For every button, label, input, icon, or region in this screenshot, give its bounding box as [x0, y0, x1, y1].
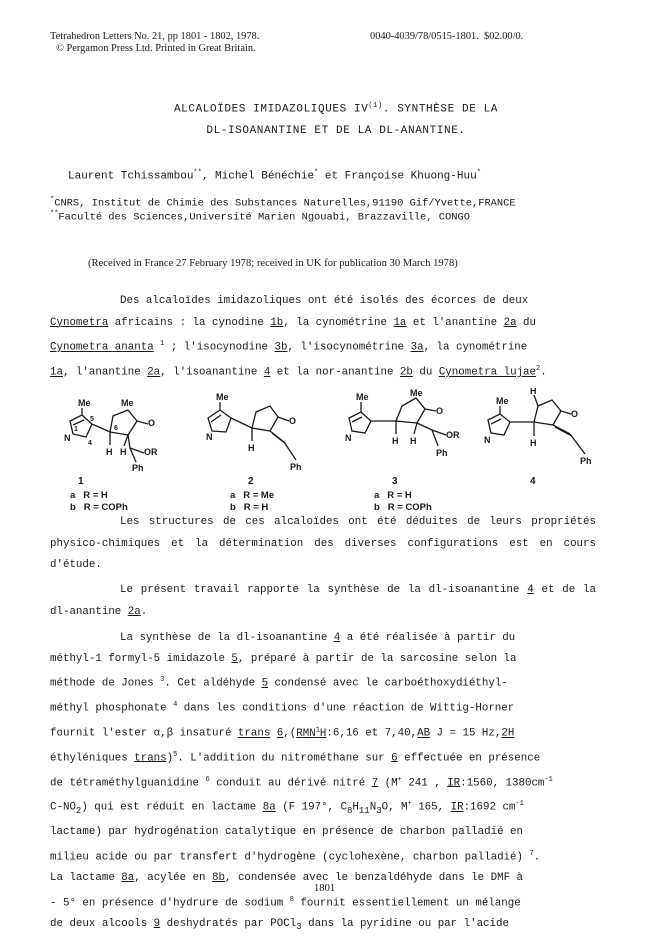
text: La synthèse de la dl-isoanantine	[120, 632, 334, 644]
text: de tétraméthylguanidine	[50, 777, 206, 790]
oxygen-label: O	[571, 409, 579, 419]
text: a été réalisée à partir du	[340, 632, 516, 644]
compound-number: 2a	[147, 366, 161, 379]
synth-line-3	[50, 670, 596, 695]
nitrogen-label: N	[484, 435, 491, 445]
phenyl-label: Ph	[436, 448, 448, 458]
stereo-descriptor: trans	[134, 752, 167, 765]
text: du	[516, 316, 537, 329]
text: éthyléniques	[50, 752, 135, 765]
text: et de la dl-anantine	[50, 584, 596, 618]
text: et la nor-anantine	[270, 366, 400, 379]
article-code	[370, 30, 523, 43]
intro-line-4	[50, 359, 596, 384]
text: deshydratés par POCl	[160, 918, 297, 931]
affiliation-text: CNRS, Institut de Chimie des Substances Naturelles,91190 Gif/Yvette,FRANCE	[54, 197, 516, 210]
compound-number: 3b	[274, 341, 288, 354]
legend-key: b	[230, 502, 236, 513]
subscript: 3	[296, 922, 302, 933]
phenyl-label: Ph	[290, 462, 302, 472]
phenyl-label: Ph	[580, 456, 592, 466]
unit-exponent: -1	[515, 800, 524, 809]
legend-row	[230, 490, 274, 502]
compound-label-2: 2	[248, 476, 254, 487]
text: J = 15 Hz,	[430, 727, 502, 740]
title-part: ALCALOÏDES IMIDAZOLIQUES IV	[173, 103, 369, 116]
text: fournit essentiellement un mélange	[293, 897, 521, 910]
reference-mark: 8	[289, 895, 294, 904]
legend-text: R = H	[83, 490, 108, 501]
synth-line-4	[50, 695, 596, 720]
nmr-label	[296, 728, 326, 740]
compound-number: 8a	[262, 801, 276, 814]
reference-mark: 1	[160, 340, 165, 348]
compound-number: 8b	[212, 872, 225, 885]
ring-number: 5	[90, 416, 94, 423]
species-name: Cynometra lujae	[438, 366, 537, 379]
intro-line-3	[50, 334, 596, 359]
copyright-line: © Pergamon Press Ltd. Printed in Great Britain.	[56, 43, 256, 54]
intro-line-1: Des alcaloïdes imidazoliques ont été isolés des écorces de deux	[120, 295, 529, 307]
synth-line-7	[50, 770, 596, 795]
text: .	[533, 851, 541, 864]
text: , l'isocynométrine	[287, 341, 411, 354]
author-1: Laurent Tchissambou	[68, 170, 194, 183]
hydrogen-label: H	[248, 443, 255, 453]
title-line-2: DL-ISOANANTINE ET DE LA DL-ANANTINE.	[206, 124, 466, 137]
text: ; l'isocynodine	[164, 341, 275, 354]
compound-label-4: 4	[530, 476, 536, 487]
text: )	[166, 752, 174, 765]
title-part: . SYNTHÈSE DE LA	[382, 103, 499, 116]
legend-compound-2	[230, 490, 274, 514]
charge-mark: +	[407, 800, 412, 809]
reference-mark: 7	[529, 849, 534, 858]
text: , la cynométrine	[423, 341, 528, 354]
text: méthyl phosphonate	[50, 702, 174, 715]
reference-mark: 2	[536, 365, 541, 374]
synth-line-2	[50, 649, 596, 670]
hydrogen-label: H	[106, 447, 113, 457]
compound-number: 5	[261, 678, 269, 690]
text: ,(	[283, 727, 297, 740]
synth-line-13	[50, 914, 596, 938]
nitrogen-label: N	[64, 433, 71, 443]
subscript: 2	[75, 806, 82, 817]
methyl-label: Me	[496, 396, 509, 406]
text: :1560, 1380cm	[460, 777, 545, 790]
compound-label-3: 3	[392, 476, 398, 487]
text: , condensée avec le benzaldéhyde dans le DMF à	[224, 872, 524, 885]
species-name: Cynometra	[50, 316, 109, 329]
page-number: 1801	[314, 883, 336, 894]
text: méthode de Jones	[50, 678, 161, 690]
compound-number: 1a	[50, 366, 63, 379]
price: $02.00/0.	[484, 31, 524, 42]
text: du	[412, 366, 439, 379]
text: dans les conditions d'une réaction de Wittig-Horner	[177, 702, 515, 715]
author-3: et Françoise Khuong-Huu	[318, 170, 477, 183]
hydrogen-label: H	[120, 447, 127, 457]
affiliation-mark: **	[50, 210, 59, 218]
text: conduit au dérivé nitré	[209, 777, 372, 790]
legend-key: a	[374, 490, 380, 501]
legend-text: R = H	[243, 502, 269, 513]
objective-paragraph	[50, 580, 596, 623]
synth-line-10	[50, 844, 596, 869]
synth-line-6	[50, 745, 596, 770]
text: .	[140, 605, 148, 618]
reference-mark: 3	[160, 676, 165, 685]
text: . Cet aldéhyde	[164, 678, 262, 690]
nitrogen-label: N	[345, 433, 352, 443]
hydrogen-label: H	[530, 438, 537, 448]
compound-number: 4	[263, 366, 271, 379]
or-label: OR	[446, 430, 460, 440]
text: Le présent travail rapporte la synthèse de la dl-isoanantine	[120, 584, 520, 596]
isotope-mark: 1	[315, 726, 320, 734]
hydrogen-label: H	[392, 436, 399, 446]
text: , la cynométrine	[283, 316, 394, 329]
subscript: 8	[347, 806, 353, 817]
author-mark: *	[476, 169, 481, 177]
text: milieu acide ou par transfert d'hydrogène (cyclohexène, charbon palladié)	[50, 851, 530, 864]
text: H	[352, 801, 359, 814]
or-label: OR	[144, 447, 158, 457]
text: , l'anantine	[62, 366, 148, 379]
text: , préparé à partir de la sarcosine selon la	[237, 653, 517, 666]
unit-exponent: -1	[544, 775, 553, 784]
title-ref: (1)	[368, 102, 383, 110]
legend-text: R = COPh	[387, 502, 432, 513]
legend-text: R = H	[387, 490, 412, 501]
affiliation-text: Faculté des Sciences,Université Marien Ngouabi, Brazzaville, CONGO	[58, 211, 470, 224]
compound-number: 6	[391, 752, 398, 765]
text: O, M	[381, 801, 408, 814]
compound-number: 4	[333, 632, 341, 644]
text: :1692 cm	[463, 801, 516, 814]
text: effectuée en présence	[397, 752, 541, 765]
legend-text: R = COPh	[83, 502, 128, 513]
legend-key: b	[374, 502, 380, 513]
subscript: 3	[376, 806, 382, 817]
text: La lactame	[50, 872, 122, 885]
text: . L'addition du nitrométhane sur	[177, 752, 392, 765]
author-mark: **	[193, 169, 202, 177]
legend-key: a	[230, 490, 236, 501]
nucleus: H	[319, 727, 327, 740]
paper-title	[0, 96, 672, 142]
received-dates: (Received in France 27 February 1978; received in UK for publication 30 March 1978)	[88, 258, 458, 269]
synth-line-9: lactame) par hydrogénation catalytique en présence de charbon palladié en	[50, 826, 523, 839]
text: dans la pyridine ou par l'acide	[301, 918, 509, 931]
text: fournit l'ester α,β insaturé	[50, 727, 238, 740]
text: de deux alcools	[50, 918, 154, 931]
compound-label-1: 1	[78, 476, 84, 487]
text: condensé avec le carboéthoxydiéthyl-	[268, 678, 508, 690]
author-2: , Michel Bénéchie	[201, 170, 315, 183]
affiliation-mark: *	[50, 196, 55, 204]
compound-number: 8a	[121, 872, 135, 885]
subscript: 11	[358, 806, 370, 817]
phenyl-label: Ph	[132, 463, 144, 473]
compound-number: 4	[527, 584, 534, 596]
text: (F 197°, C	[275, 801, 347, 814]
chemical-structures-figure	[40, 388, 630, 474]
affiliation-2	[50, 208, 470, 224]
reference-mark: 4	[173, 701, 178, 710]
issn-code: 0040-4039/78/0515-1801.	[370, 31, 479, 42]
atom-labels	[64, 388, 592, 473]
methyl-label: Me	[356, 392, 369, 402]
text: ) qui est réduit en lactame	[81, 801, 263, 814]
compound-number: 2a	[503, 316, 517, 329]
text: .	[540, 366, 547, 379]
compound-number: 1a	[393, 316, 407, 329]
structures-paragraph: Les structures de ces alcaloïdes ont été déduites de leurs propriétés physico-chimiques et la détermination des diverses configurations est en cours d'étude.	[50, 516, 596, 571]
compound-number: 3a	[410, 341, 424, 354]
legend-row	[70, 490, 128, 502]
compound-number: 1b	[270, 316, 284, 329]
ir-label: IR	[447, 777, 461, 790]
methyl-label: Me	[410, 388, 423, 398]
legend-compound-3	[374, 490, 432, 514]
oxygen-label: O	[289, 416, 297, 426]
ring-number: 1	[74, 426, 78, 433]
nmr-abbrev: RMN	[296, 727, 316, 740]
text: 165,	[411, 801, 451, 814]
text: , acylée en	[134, 872, 213, 885]
compound-number: 9	[153, 918, 161, 931]
synth-line-8	[50, 794, 596, 822]
charge-mark: +	[397, 775, 402, 784]
proton-count: 2H	[501, 727, 515, 740]
text: et l'anantine	[406, 316, 504, 329]
intro-paragraph	[50, 291, 596, 384]
text: N	[369, 801, 377, 814]
compound-number: 7	[371, 777, 379, 790]
text: méthyl-1 formyl-5 imidazole	[50, 653, 232, 666]
species-name: Cynometra ananta	[50, 341, 154, 354]
journal-citation: Tetrahedron Letters No. 21, pp 1801 - 1802, 1978.	[50, 31, 260, 42]
title-line-1	[0, 96, 672, 121]
legend-row	[374, 490, 432, 502]
synth-line-5	[50, 720, 596, 745]
text: 241 ,	[401, 777, 448, 790]
legend-compound-1	[70, 490, 128, 514]
compound-number: 2a	[127, 605, 141, 618]
text: (M	[378, 777, 398, 790]
text: C-NO	[50, 801, 76, 814]
text: africains : la cynodine	[108, 316, 271, 329]
oxygen-label: O	[436, 406, 444, 416]
legend-text: R = Me	[243, 490, 275, 501]
text: - 5° en présence d'hydrure de sodium	[50, 897, 290, 910]
hydrogen-label: H	[530, 388, 537, 396]
intro-line-2	[50, 313, 596, 335]
methyl-label: Me	[78, 398, 91, 408]
compound-number: 2b	[399, 366, 413, 379]
reference-mark: 5	[173, 750, 178, 759]
legend-key: b	[70, 502, 76, 513]
reference-mark: 6	[205, 775, 210, 784]
ring-number: 4	[88, 440, 92, 447]
methyl-label: Me	[121, 398, 134, 408]
nitrogen-label: N	[206, 432, 213, 442]
hydrogen-label: H	[410, 436, 417, 446]
oxygen-label: O	[148, 418, 156, 428]
text: , l'isoanantine	[160, 366, 264, 379]
text: :6,16 et 7,40,	[326, 727, 418, 740]
legend-key: a	[70, 490, 76, 501]
ir-label: IR	[450, 801, 464, 814]
stereo-descriptor: trans	[237, 727, 271, 740]
synth-line-1	[50, 628, 596, 649]
ring-number: 6	[114, 425, 118, 432]
compound-number: 5	[231, 653, 238, 666]
compound-number: 6	[276, 727, 284, 740]
spin-system: AB	[417, 727, 431, 740]
methyl-label: Me	[216, 392, 229, 402]
authors	[68, 167, 481, 184]
author-mark: *	[314, 169, 319, 177]
